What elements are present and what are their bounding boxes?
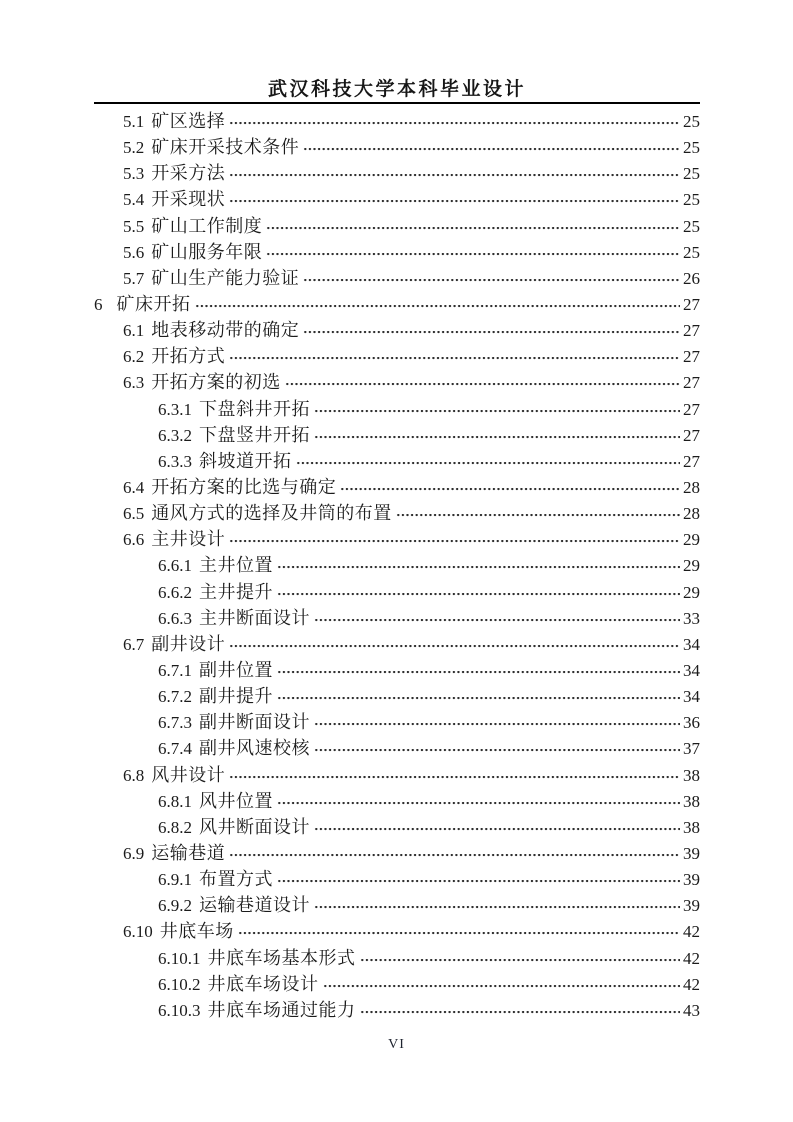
toc-row[interactable] — [94, 735, 700, 761]
dot-leader — [229, 540, 680, 544]
toc-entry-page: 38 — [683, 817, 700, 837]
toc-row[interactable] — [94, 186, 700, 212]
toc-entry-title: 副井断面设计 — [199, 712, 310, 733]
toc-entry-number: 6.7 — [123, 634, 145, 654]
toc-entry-number: 6.6.1 — [158, 556, 192, 576]
dot-leader — [229, 200, 680, 204]
toc-row[interactable] — [94, 683, 700, 709]
toc-row[interactable] — [94, 631, 700, 657]
toc-entry-page: 39 — [683, 843, 700, 863]
toc-entry-title: 斜坡道开拓 — [199, 450, 292, 471]
toc-row[interactable] — [94, 134, 700, 160]
toc-entry-page: 25 — [683, 216, 700, 236]
toc-row[interactable] — [94, 657, 700, 683]
toc-entry-page: 39 — [683, 870, 700, 890]
toc-entry-number: 6.10.1 — [158, 948, 201, 968]
toc-row[interactable] — [94, 605, 700, 631]
toc-entry-title: 副井位置 — [199, 659, 273, 680]
dot-leader — [314, 436, 680, 440]
toc-entry-page: 25 — [683, 190, 700, 210]
page-footer — [0, 1037, 793, 1053]
toc-row[interactable] — [94, 396, 700, 422]
toc-row[interactable] — [94, 945, 700, 971]
toc-entry-title: 开拓方案的比选与确定 — [151, 476, 337, 497]
toc-entry-number: 6.8 — [123, 765, 145, 785]
toc-entry-title: 副井提升 — [199, 686, 273, 707]
toc-entry-number: 6.10.3 — [158, 1000, 201, 1020]
toc-entry-number: 6.7.3 — [158, 713, 192, 733]
toc-entry-number: 6.6 — [123, 530, 145, 550]
toc-entry-title: 井底车场通过能力 — [207, 999, 356, 1020]
toc-entry-title: 风井断面设计 — [199, 816, 310, 837]
toc-entry-page: 43 — [683, 1000, 700, 1020]
toc-entry-page: 28 — [683, 477, 700, 497]
dot-leader — [195, 305, 681, 309]
toc-entry-title: 井底车场基本形式 — [207, 947, 356, 968]
dot-leader — [285, 383, 680, 387]
toc-entry-page: 27 — [683, 451, 700, 471]
toc-row[interactable] — [94, 213, 700, 239]
toc-entry-number: 6.3.2 — [158, 425, 192, 445]
toc-entry-number: 5.6 — [123, 242, 145, 262]
toc-entry-page: 25 — [683, 138, 700, 158]
toc-entry-title: 开采现状 — [151, 189, 226, 210]
dot-leader — [314, 828, 680, 832]
toc-entry-title: 布置方式 — [199, 869, 273, 890]
toc-row[interactable] — [94, 918, 700, 944]
toc-entry-page: 25 — [683, 112, 700, 131]
toc-entry-page: 29 — [683, 556, 700, 576]
toc-entry-number: 6.9 — [123, 843, 145, 863]
toc-entry-number: 6.6.2 — [158, 582, 192, 602]
toc-row[interactable] — [94, 500, 700, 526]
toc-entry-title: 矿山生产能力验证 — [151, 267, 300, 288]
toc-row[interactable] — [94, 474, 700, 500]
toc-entry-page: 42 — [683, 948, 700, 968]
toc-entry-page: 38 — [683, 765, 700, 785]
toc-entry-title: 矿床开采技术条件 — [151, 137, 300, 158]
dot-leader — [229, 122, 680, 126]
toc-row[interactable] — [94, 291, 700, 317]
toc-entry-number: 6.10.2 — [158, 974, 201, 994]
dot-leader — [296, 462, 681, 466]
toc-entry-number: 6.7.4 — [158, 739, 192, 759]
toc-entry-page: 37 — [683, 739, 700, 759]
dot-leader — [266, 227, 680, 231]
toc-entry-number: 6.3.3 — [158, 451, 192, 471]
toc-row[interactable] — [94, 579, 700, 605]
toc-entry-number: 6.7.2 — [158, 687, 192, 707]
toc-entry-number: 5.2 — [123, 138, 145, 158]
toc-entry-title: 主井断面设计 — [199, 607, 310, 628]
toc-entry-title: 井底车场 — [159, 921, 234, 942]
dot-leader — [314, 619, 680, 623]
dot-leader — [277, 697, 680, 701]
toc-entry-number: 5.1 — [123, 112, 145, 131]
toc-entry-number: 6.5 — [123, 504, 145, 524]
toc-entry-page: 38 — [683, 791, 700, 811]
toc-entry-title: 井底车场设计 — [207, 973, 319, 994]
toc-entry-number: 6.8.2 — [158, 817, 192, 837]
toc-row[interactable] — [94, 552, 700, 578]
dot-leader — [340, 488, 680, 492]
toc-entry-title: 通风方式的选择及井筒的布置 — [151, 503, 392, 524]
toc-entry-number: 6.9.1 — [158, 870, 192, 890]
toc-entry-title: 下盘斜井开拓 — [199, 398, 310, 419]
toc-entry-title: 地表移动带的确定 — [151, 320, 300, 341]
dot-leader — [360, 959, 681, 963]
dot-leader — [229, 854, 680, 858]
toc-row[interactable] — [94, 814, 700, 840]
toc-entry-page: 29 — [683, 530, 700, 550]
toc-row[interactable] — [94, 343, 700, 369]
toc-row[interactable] — [94, 239, 700, 265]
dot-leader — [314, 723, 680, 727]
toc-entry-title: 风井设计 — [151, 764, 226, 785]
dot-leader — [229, 776, 680, 780]
toc-row[interactable] — [94, 265, 700, 291]
toc-entry-title: 开采方法 — [151, 163, 226, 184]
toc-entry-page: 42 — [683, 974, 700, 994]
toc-entry-page: 27 — [683, 321, 700, 341]
toc-entry-number: 5.5 — [123, 216, 145, 236]
toc-entry-number: 6.7.1 — [158, 660, 192, 680]
dot-leader — [229, 174, 680, 178]
toc-row[interactable] — [94, 422, 700, 448]
toc-entry-number: 6.10 — [123, 922, 153, 942]
toc-entry-page: 25 — [683, 242, 700, 262]
dot-leader — [277, 566, 680, 570]
toc-entry-title: 主井设计 — [151, 529, 226, 550]
toc-entry-title: 主井位置 — [199, 555, 273, 576]
toc-entry-number: 6 — [94, 294, 103, 314]
toc-row[interactable] — [94, 709, 700, 735]
dot-leader — [314, 749, 680, 753]
toc-entry-number: 6.3 — [123, 373, 145, 393]
dot-leader — [266, 253, 680, 257]
toc-entry-page: 34 — [683, 660, 700, 680]
toc-entry-title: 矿山工作制度 — [151, 215, 263, 236]
dot-leader — [229, 645, 680, 649]
toc-entry-number: 6.4 — [123, 477, 145, 497]
toc-entry-page: 27 — [683, 399, 700, 419]
toc-row[interactable] — [94, 971, 700, 997]
toc-row[interactable] — [94, 160, 700, 186]
dot-leader — [277, 802, 680, 806]
toc-entry-number: 6.2 — [123, 347, 145, 367]
toc-entry-page: 27 — [683, 373, 700, 393]
dot-leader — [360, 1011, 681, 1015]
toc-row[interactable] — [94, 317, 700, 343]
toc-row[interactable] — [94, 840, 700, 866]
toc-entry-page: 28 — [683, 504, 700, 524]
toc-row[interactable] — [94, 892, 700, 918]
toc-entry-title: 矿区选择 — [151, 111, 226, 131]
toc-entry-title: 副井设计 — [151, 633, 226, 654]
toc-entry-page: 34 — [683, 687, 700, 707]
table-of-contents — [94, 108, 700, 1023]
toc-entry-title: 矿床开拓 — [116, 293, 191, 314]
toc-entry-page: 33 — [683, 608, 700, 628]
toc-entry-title: 矿山服务年限 — [151, 241, 263, 262]
toc-row[interactable] — [94, 866, 700, 892]
dot-leader — [323, 985, 681, 989]
toc-entry-number: 6.9.2 — [158, 896, 192, 916]
toc-row[interactable] — [94, 526, 700, 552]
dot-leader — [314, 906, 680, 910]
toc-entry-number: 6.1 — [123, 321, 145, 341]
dot-leader — [303, 148, 680, 152]
dot-leader — [277, 671, 680, 675]
toc-entry-page: 26 — [683, 268, 700, 288]
dot-leader — [303, 279, 680, 283]
toc-entry-page: 27 — [683, 425, 700, 445]
toc-entry-number: 6.3.1 — [158, 399, 192, 419]
toc-entry-title: 运输巷道 — [151, 842, 226, 863]
toc-row[interactable] — [94, 788, 700, 814]
toc-entry-title: 开拓方案的初选 — [151, 372, 281, 393]
toc-entry-number: 6.8.1 — [158, 791, 192, 811]
page-header-title: 武汉科技大学本科毕业设计 — [267, 79, 526, 100]
dot-leader — [238, 932, 680, 936]
footer-page-number: VI — [388, 1037, 405, 1052]
toc-row[interactable] — [94, 997, 700, 1023]
toc-row[interactable] — [94, 448, 700, 474]
dot-leader — [396, 514, 680, 518]
toc-entry-number: 6.6.3 — [158, 608, 192, 628]
toc-entry-number: 5.3 — [123, 164, 145, 184]
toc-row[interactable] — [94, 108, 700, 134]
toc-entry-title: 开拓方式 — [151, 346, 226, 367]
toc-entry-page: 29 — [683, 582, 700, 602]
toc-entry-page: 39 — [683, 896, 700, 916]
dot-leader — [303, 331, 680, 335]
toc-entry-page: 34 — [683, 634, 700, 654]
toc-row[interactable] — [94, 762, 700, 788]
toc-row[interactable] — [94, 369, 700, 395]
toc-entry-title: 风井位置 — [199, 790, 273, 811]
toc-entry-page: 25 — [683, 164, 700, 184]
toc-entry-page: 27 — [683, 294, 700, 314]
header-rule — [94, 102, 700, 104]
toc-entry-page: 42 — [683, 922, 700, 942]
toc-entry-title: 副井风速校核 — [199, 738, 310, 759]
toc-entry-number: 5.4 — [123, 190, 145, 210]
dot-leader — [229, 357, 680, 361]
toc-entry-page: 27 — [683, 347, 700, 367]
toc-entry-page: 36 — [683, 713, 700, 733]
dot-leader — [314, 410, 680, 414]
toc-entry-title: 下盘竖井开拓 — [199, 424, 310, 445]
toc-entry-number: 5.7 — [123, 268, 145, 288]
dot-leader — [277, 593, 680, 597]
toc-entry-title: 运输巷道设计 — [199, 895, 310, 916]
toc-entry-title: 主井提升 — [199, 581, 273, 602]
dot-leader — [277, 880, 680, 884]
